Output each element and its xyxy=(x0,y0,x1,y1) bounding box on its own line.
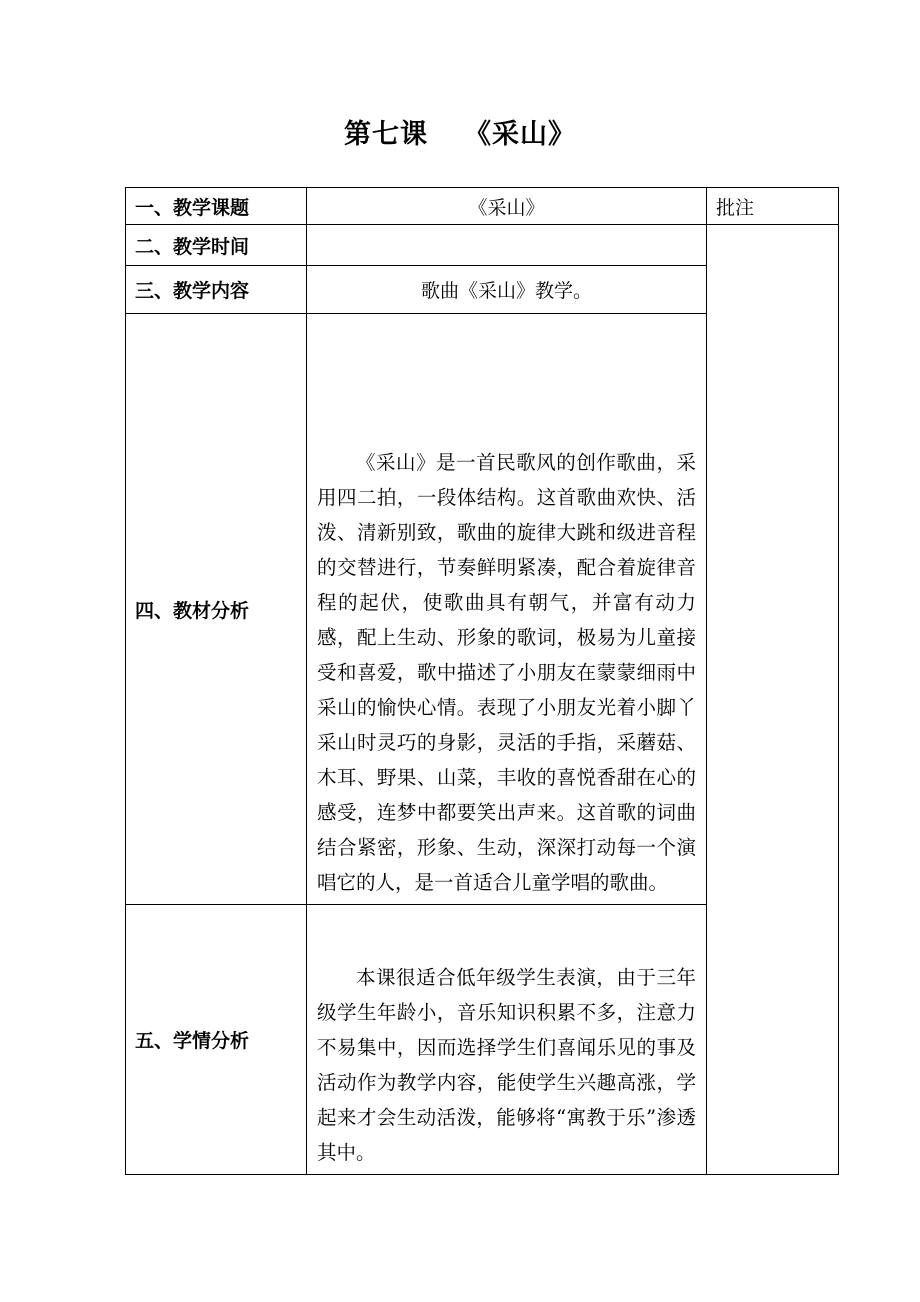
value-topic: 《采山》 xyxy=(307,188,707,225)
table-row-topic xyxy=(126,188,839,225)
notes-column xyxy=(707,225,839,1175)
label-student-analysis: 五、学情分析 xyxy=(126,905,307,1175)
lesson-number: 第七课 xyxy=(344,119,428,150)
label-time: 二、教学时间 xyxy=(126,225,307,266)
lesson-song-title: 《采山》 xyxy=(464,119,576,150)
notes-header: 批注 xyxy=(707,188,839,225)
value-content: 歌曲《采山》教学。 xyxy=(307,266,707,314)
label-material-analysis: 四、教材分析 xyxy=(126,314,307,905)
value-time xyxy=(307,225,707,266)
label-topic: 一、教学课题 xyxy=(126,188,307,225)
value-student-analysis-cell xyxy=(307,905,707,1175)
value-material-analysis-cell xyxy=(307,314,707,905)
material-analysis-text: 《采山》是一首民歌风的创作歌曲，采用四二拍，一段体结构。这首歌曲欢快、活泼、清新别致，歌曲的旋律大跳和级进音程的交替进行，节奏鲜明紧凑，配合着旋律音程的起伏，使歌曲具有朝气，并富有动力感，配上生动、形象的歌词，极易为儿童接受和喜爱，歌中描述了小朋友在蒙蒙细雨中采山的愉快心情。表现了小朋友光着小脚丫采山时灵巧的身影，灵活的手指，采蘑菇、木耳、野果、山菜，丰收的喜悦香甜在心的感受，连梦中都要笑出声来。这首歌的词曲结合紧密，形象、生动，深深打动每一个演唱它的人，是一首适合儿童学唱的歌曲。 xyxy=(317,451,696,894)
page-title xyxy=(0,112,920,151)
lesson-plan-table xyxy=(125,187,839,1175)
label-content: 三、教学内容 xyxy=(126,266,307,314)
table-row-time xyxy=(126,225,839,266)
student-analysis-text: 本课很适合低年级学生表演，由于三年级学生年龄小，音乐知识积累不多，注意力不易集中，因而选择学生们喜闻乐见的事及活动作为教学内容，能使学生兴趣高涨，学起来才会生动活泼，能够将“寓教于乐”渗透其中。 xyxy=(317,966,696,1164)
